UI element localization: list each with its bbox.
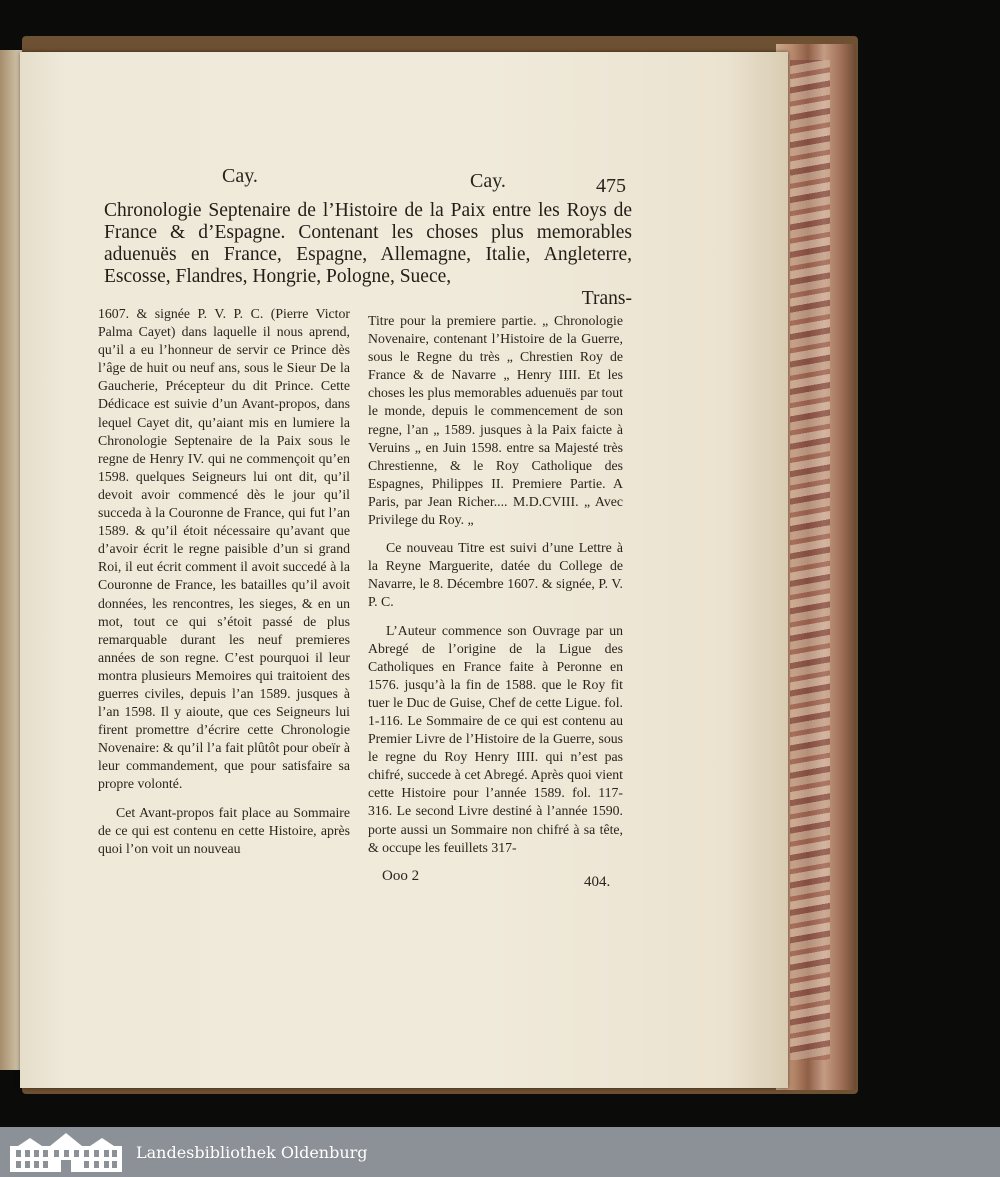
running-head-left: Cay. <box>222 165 258 187</box>
marbled-edge <box>790 60 830 1060</box>
right-paragraph-2: Ce nouveau Titre est suivi d’une Lettre à la Reyne Marguerite, datée du College de Navarre, le 8. Décembre 1607. & signée, P. V. P. C. <box>368 540 623 610</box>
right-column <box>368 312 623 857</box>
catchword: 404. <box>584 874 611 890</box>
right-paragraph-3: L’Auteur commence son Ouvrage par un Abregé de l’origine de la Ligue des Catholiques en France faite à Peronne en 1576. jusqu’à la fin de 1588. que le Roy fit tuer le Duc de Guise, Chef de cette Ligue. fol. 1-116. Le Sommaire de ce qui est contenu au Premier Livre de l’Histoire de la Guerre, sous le regne du Roy Henry IIII. qui n’est pas chifré, succede à cet Abregé. Après quoi vient cette Histoire pour l’année 1589. fol. 117-316. Le second Livre destiné à l’année 1590. porte aussi un Sommaire non chifré à sa tête, & occupe les feuillets 317- <box>368 622 623 855</box>
footer-bar <box>0 1127 1000 1177</box>
entry-title-continuation: Trans- <box>581 288 632 309</box>
entry-title-main: Chronologie Septenaire de l’Histoire de la Paix entre les Roys de France & d’Espagne. Contenant les choses plus memorables aduenuës en France, Espagne, Allemagne, Italie, Angleterre, Escosse, Flandres, Hongrie, Pologne, Suece, <box>104 200 632 287</box>
right-paragraph-1: Titre pour la premiere partie. „ Chronologie Novenaire, contenant l’Histoire de la Guerre, sous le Regne du très „ Chrestien Roy de France & de Navarre „ Henry IIII. Et les choses les plus memorables aduenuës par tout le monde, depuis le commencement de son regne, l’an „ 1589. jusques à la Paix faicte à Veruins „ en Juin 1598. entre sa Majesté très Chrestienne, & le Roy Catholique des Espagnes, Philippes II. Premiere Partie. A Paris, par Jean Richer.... M.D.CVIII. „ Avec Privilege du Roy. „ <box>368 313 623 528</box>
left-paragraph-2: Cet Avant-propos fait place au Sommaire de ce qui est contenu en cette Histoire, après quoi l’on voit un nouveau <box>98 804 350 856</box>
running-head-center: Cay. <box>470 170 506 192</box>
previous-page-edge <box>0 50 22 1070</box>
entry-title <box>104 200 632 310</box>
signature-mark: Ooo 2 <box>382 868 420 884</box>
left-column <box>98 305 350 858</box>
library-building-icon <box>10 1132 122 1172</box>
left-paragraph-1: 1607. & signée P. V. P. C. (Pierre Victor Palma Cayet) dans laquelle il nous aprend, qu’il a eu l’honneur de servir ce Prince dès l’âge de huit ou neuf ans, sous le Sieur De la Gaucherie, Précepteur du dit Prince. Cette Dédicace est suivie d’un Avant-propos, dans lequel Cayet dit, qu’aiant mis en lumiere la Chronologie Septenaire de la Paix sous le regne de Henry IV. qui ne commençoit qu’en 1598. quelques Seigneurs lui ont dit, qu’il devoit avoir commencé dès le jour qu’il succeda à la Couronne de France, qui fut l’an 1589. & qu’il étoit nécessaire qu’avant que d’avoir écrit le regne paisible d’un si grand Roi, il eut écrit comment il avoit succedé à la Couronne de France, les batailles qu’il avoit données, les rencontres, les sieges, & en un mot, tout ce qui s’étoit passé de plus remarquable durant les neuf premieres années de son regne. C’est pourquoi il leur montra plusieurs Memoires qui traitoient des guerres civiles, depuis l’an 1589. jusques à l’an 1598. Il y aioute, que ces Seigneurs lui firent promettre d’écrire cette Chronologie Novenaire: & qu’il l’a fait plûtôt pour obeïr à leur commandement, que pour satisfaire sa propre volonté. <box>98 306 350 792</box>
library-name: Landesbibliothek Oldenburg <box>136 1142 368 1162</box>
page-number: 475 <box>596 175 626 197</box>
